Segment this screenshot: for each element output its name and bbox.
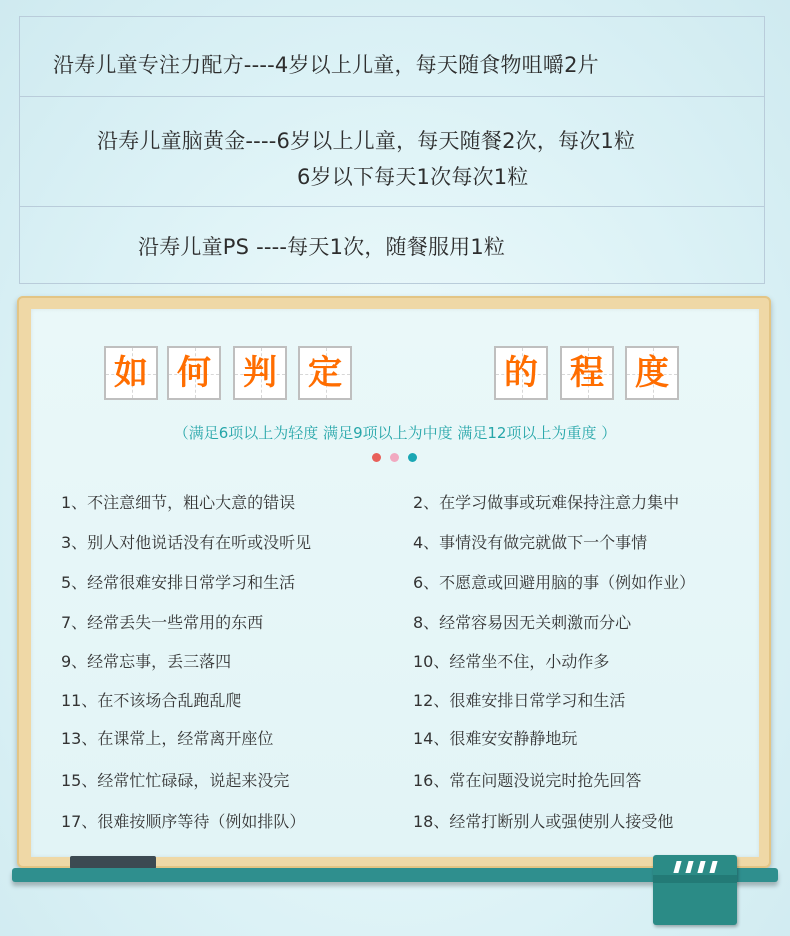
title-char-box (233, 346, 287, 400)
symptom-item: 4、事情没有做完就做下一个事情 (413, 533, 648, 552)
decor-dot (408, 453, 417, 462)
dosage-table (19, 16, 765, 284)
title-char-box (494, 346, 548, 400)
symptom-item: 1、不注意细节，粗心大意的错误 (61, 493, 296, 512)
book-icon (653, 855, 737, 925)
title-char: 何 (177, 353, 211, 393)
dosage-text: 沿寿儿童PS ----每天1次，随餐服用1粒 (138, 235, 506, 259)
symptom-item: 13、在课常上，经常离开座位 (61, 729, 274, 748)
title-char-box (167, 346, 221, 400)
severity-subtitle: （满足6项以上为轻度 满足9项以上为中度 满足12项以上为重度 ） (173, 424, 617, 442)
dosage-row (20, 17, 764, 97)
symptom-item: 11、在不该场合乱跑乱爬 (61, 691, 242, 710)
symptom-item: 8、经常容易因无关刺激而分心 (413, 613, 632, 632)
dosage-row (20, 207, 764, 283)
symptom-item: 16、常在问题没说完时抢先回答 (413, 771, 642, 790)
symptom-item: 17、很难按顺序等待（例如排队） (61, 812, 306, 831)
title-char: 程 (570, 353, 604, 393)
title-char-box (104, 346, 158, 400)
title-char: 如 (114, 353, 148, 393)
dosage-text: 沿寿儿童专注力配方----4岁以上儿童，每天随食物咀嚼2片 (53, 53, 599, 77)
symptom-item: 15、经常忙忙碌碌，说起来没完 (61, 771, 290, 790)
title-char: 判 (243, 353, 277, 393)
title-char-box (560, 346, 614, 400)
dosage-text: 6岁以下每天1次每次1粒 (297, 165, 529, 189)
symptom-item: 12、很难安排日常学习和生活 (413, 691, 626, 710)
symptom-item: 10、经常坐不住，小动作多 (413, 652, 610, 671)
dosage-row (20, 97, 764, 207)
symptom-item: 14、很难安安静静地玩 (413, 729, 578, 748)
symptom-item: 18、经常打断别人或强使别人接受他 (413, 812, 674, 831)
symptom-item: 5、经常很难安排日常学习和生活 (61, 573, 296, 592)
symptom-item: 3、别人对他说话没有在听或没听见 (61, 533, 312, 552)
decor-dot (372, 453, 381, 462)
title-char: 度 (635, 353, 669, 393)
symptom-item: 9、经常忘事，丢三落四 (61, 652, 232, 671)
title-char: 定 (308, 353, 342, 393)
symptom-item: 2、在学习做事或玩难保持注意力集中 (413, 493, 680, 512)
title-char: 的 (504, 353, 538, 393)
dosage-text: 沿寿儿童脑黄金----6岁以上儿童，每天随餐2次，每次1粒 (97, 129, 636, 153)
symptom-item: 7、经常丢失一些常用的东西 (61, 613, 264, 632)
symptom-item: 6、不愿意或回避用脑的事（例如作业） (413, 573, 696, 592)
title-char-box (625, 346, 679, 400)
title-char-box (298, 346, 352, 400)
decor-dot (390, 453, 399, 462)
